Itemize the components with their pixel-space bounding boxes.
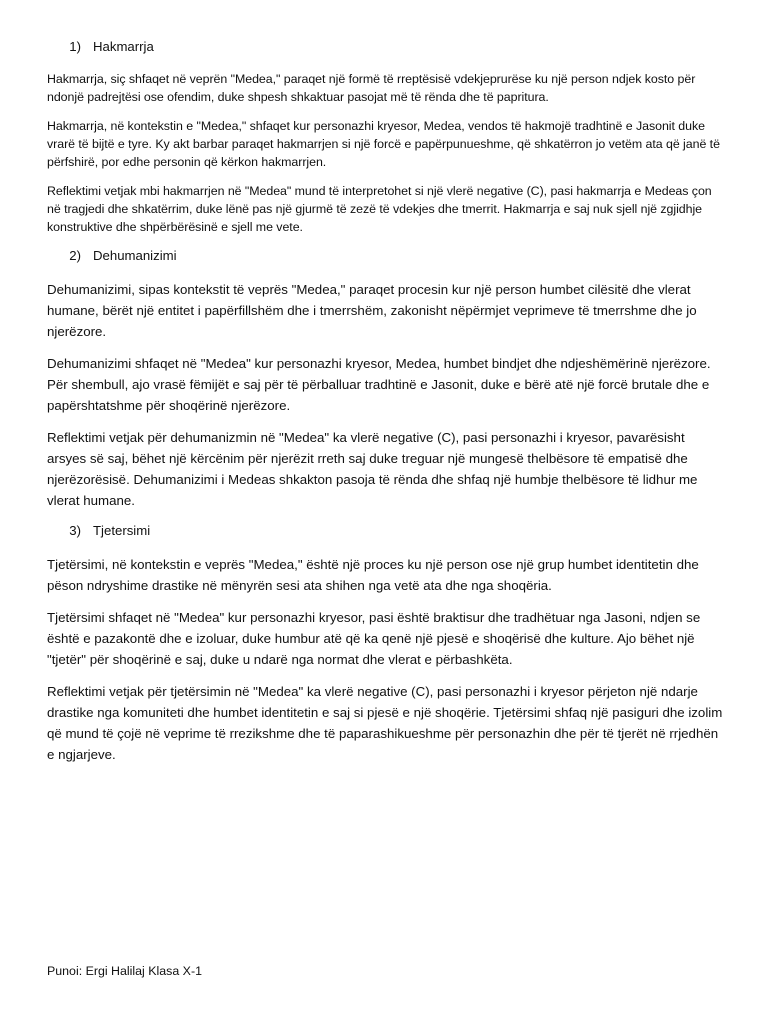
paragraph: Reflektimi vetjak mbi hakmarrjen në "Medea" mund të interpretohet si një vlerë negative (C), pasi hakmarrja e Medeas çon në tragjedi dhe shkatërrim, duke lënë pas një gjurmë të zezë të vdekjes dhe tmerrit. Hakmarrja e saj nuk sjell një zgjidhje konstruktive dhe shpërbërësinë e sjell me vete. [47, 184, 712, 234]
section-heading [47, 522, 723, 540]
section-title: Hakmarrja [93, 39, 154, 54]
section-hakmarrja [47, 38, 723, 236]
paragraph: Dehumanizimi, sipas kontekstit të veprës "Medea," paraqet procesin kur një person humbet cilësitë dhe vlerat humane, bërët një entitet i papërfillshëm dhe i tmerrshëm, zakonisht nëpërmjet veprimeve të tmerrshme dhe jo njerëzore. [47, 282, 697, 339]
paragraph: Tjetërsimi shfaqet në "Medea" kur personazhi kryesor, pasi është braktisur dhe tradhëtuar nga Jasoni, ndjen se është e pazakontë dhe e izoluar, duke humbur atë që ka qenë një pjesë e shoqërisë dhe kulture. Ajo bëhet një "tjetër" për shoqërinë e saj, duke u ndarë nga normat dhe vlerat e përbashkëta. [47, 610, 701, 667]
paragraph: Dehumanizimi shfaqet në "Medea" kur personazhi kryesor, Medea, humbet bindjet dhe ndjeshëmërinë njerëzore. Për shembull, ajo vrasë fëmijët e saj për të përballuar tradhtinë e Jasonit, duke e bërë atë një forcë brutale dhe e papërshtatshme për shoqërinë njerëzore. [47, 356, 711, 413]
section-number: 2) [69, 248, 81, 263]
paragraph: Reflektimi vetjak për tjetërsimin në "Medea" ka vlerë negative (C), pasi personazhi i kryesor përjeton një ndarje drastike nga komuniteti dhe humbet identitetin e saj si pjesë e një shoqërie. Tjetërsimi shfaq një pasiguri dhe izolim që mund të çojë në veprime të rrezikshme dhe të paparashikueshme për personazhin dhe për të tjerët në rrjedhën e ngjarjeve. [47, 684, 723, 762]
section-tjetersimi [47, 522, 723, 765]
footer-author: Punoi: Ergi Halilaj Klasa X-1 [47, 964, 202, 978]
document-body [47, 38, 723, 776]
paragraph: Reflektimi vetjak për dehumanizmin në "Medea" ka vlerë negative (C), pasi personazhi i kryesor, pavarësisht arsyes së saj, bëhet një kërcënim për njerëzit rreth saj duke treguar një mungesë thelbësore të empatisë dhe njerëzorësisë. Dehumanizimi i Medeas shkakton pasoja të rënda dhe shfaq një humbje thelbësore të lidhur me vlerat humane. [47, 430, 698, 508]
section-dehumanizimi [47, 247, 723, 511]
section-title: Dehumanizimi [93, 248, 177, 263]
section-number: 3) [69, 523, 81, 538]
paragraph: Hakmarrja, siç shfaqet në veprën "Medea," paraqet një formë të rreptësisë vdekjeprurëse ku një person ndjek kosto për ndonjë padrejtësi ose ofendim, duke shpesh shkaktuar pasojat më të rënda dhe të papritura. [47, 72, 696, 104]
section-number: 1) [69, 39, 81, 54]
section-heading [47, 38, 723, 56]
paragraph: Hakmarrja, në kontekstin e "Medea," shfaqet kur personazhi kryesor, Medea, vendos të hakmojë tradhtinë e Jasonit duke vrarë të bijtë e tyre. Ky akt barbar paraqet hakmarrjen si një forcë e papërpunueshme, që shkatërron jo vetëm ata që janë të përfshirë, por edhe personin që kërkon hakmarrjen. [47, 119, 720, 169]
section-heading [47, 247, 723, 265]
paragraph: Tjetërsimi, në kontekstin e veprës "Medea," është një proces ku një person ose një grup humbet identitetin dhe pëson ndryshime drastike në mënyrën sesi ata shihen nga vetë ata dhe nga shoqëria. [47, 557, 699, 593]
section-title: Tjetersimi [93, 523, 151, 538]
